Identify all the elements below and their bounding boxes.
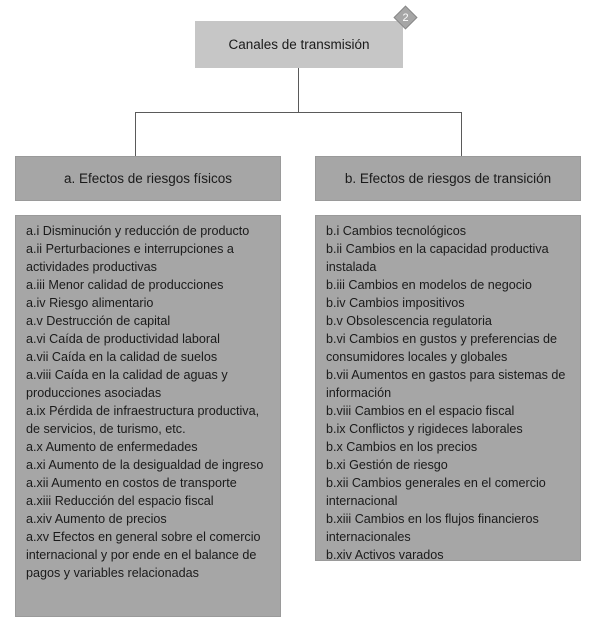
connector-left-down [135, 112, 136, 156]
list-item: b.xi Gestión de riesgo [326, 458, 448, 472]
transition-risks-list [315, 215, 581, 561]
list-item: b.ii Cambios en la capacidad productiva instalada [326, 242, 549, 274]
list-item: a.ix Pérdida de infraestructura productiva, de servicios, de turismo, etc. [26, 404, 260, 436]
list-item: a.ii Perturbaciones e interrupciones a actividades productivas [26, 242, 234, 274]
list-item: a.xiv Aumento de precios [26, 512, 167, 526]
list-item: b.ix Conflictos y rigideces laborales [326, 422, 523, 436]
list-item: b.xiii Cambios en los flujos financieros internacionales [326, 512, 539, 544]
list-item: b.i Cambios tecnológicos [326, 224, 467, 238]
list-item: b.xii Cambios generales en el comercio internacional [326, 476, 546, 508]
list-item: b.v Obsolescencia regulatoria [326, 314, 492, 328]
list-item: b.viii Cambios en el espacio fiscal [326, 404, 515, 418]
list-item: a.xi Aumento de la desigualdad de ingreso [26, 458, 264, 472]
root-title: Canales de transmisión [228, 37, 370, 52]
badge-number: 2 [402, 11, 409, 24]
list-item: a.v Destrucción de capital [26, 314, 171, 328]
list-item: b.x Cambios en los precios [326, 440, 478, 454]
root-node [195, 21, 403, 68]
list-item: a.viii Caída en la calidad de aguas y producciones asociadas [26, 368, 228, 400]
connector-right-down [461, 112, 462, 156]
connector-root-down [298, 68, 299, 112]
list-item: a.iii Menor calidad de producciones [26, 278, 224, 292]
list-item: a.xiii Reducción del espacio fiscal [26, 494, 214, 508]
list-item: a.vi Caída de productividad laboral [26, 332, 220, 346]
list-item: a.xv Efectos en general sobre el comercio internacional y por ende en el balance de pagos y variables relacionadas [26, 530, 261, 580]
category-title-transition: b. Efectos de riesgos de transición [344, 171, 552, 186]
list-item: a.x Aumento de enfermedades [26, 440, 198, 454]
list-item: a.vii Caída en la calidad de suelos [26, 350, 218, 364]
list-item: b.xiv Activos varados [326, 548, 444, 562]
connector-horizontal [135, 112, 462, 113]
list-item: b.iv Cambios impositivos [326, 296, 465, 310]
category-title-physical: a. Efectos de riesgos físicos [63, 171, 233, 186]
list-item: b.vii Aumentos en gastos para sistemas de información [326, 368, 566, 400]
list-item: a.xii Aumento en costos de transporte [26, 476, 237, 490]
category-physical-risks [15, 156, 281, 201]
list-item: b.vi Cambios en gustos y preferencias de consumidores locales y globales [326, 332, 558, 364]
list-item: b.iii Cambios en modelos de negocio [326, 278, 532, 292]
physical-risks-list [15, 215, 281, 617]
list-item: a.i Disminución y reducción de producto [26, 224, 250, 238]
list-item: a.iv Riesgo alimentario [26, 296, 154, 310]
category-transition-risks [315, 156, 581, 201]
